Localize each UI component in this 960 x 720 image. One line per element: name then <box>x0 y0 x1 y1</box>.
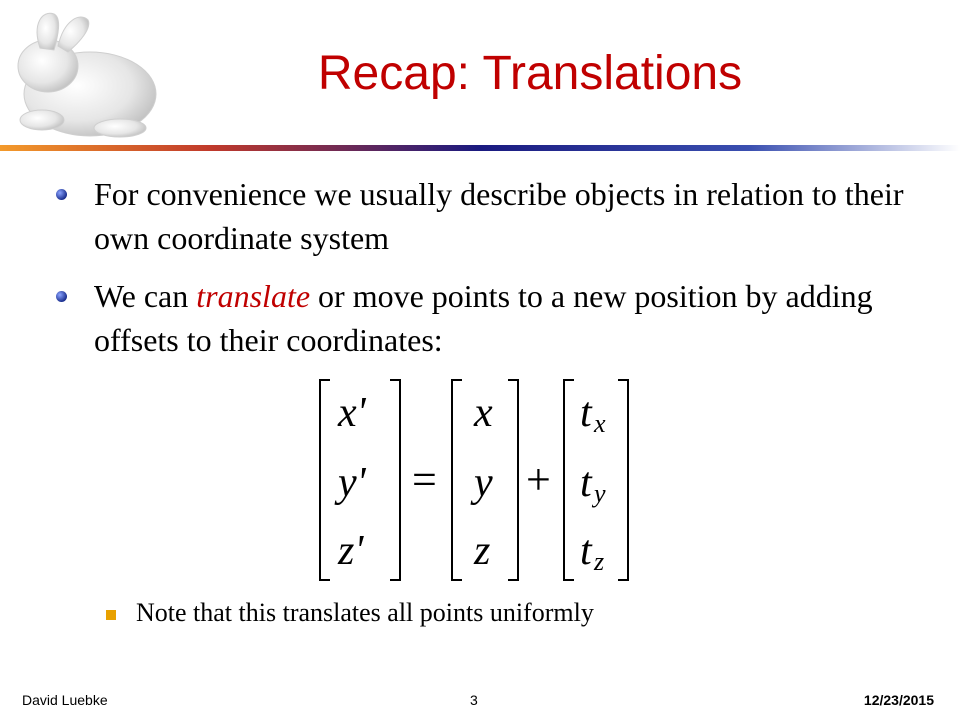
bullet-dot-icon <box>56 189 67 200</box>
equals-sign: = <box>412 455 437 504</box>
square-bullet-icon <box>106 610 116 620</box>
bullet-list <box>54 172 914 376</box>
translation-equation <box>316 376 636 586</box>
bullet-text: For convenience we usually describe objects in relation to their own coordinate system <box>94 176 904 256</box>
lhs-right-bracket <box>390 380 400 580</box>
offset-sub-x: x <box>594 409 606 438</box>
bullet-item <box>54 172 914 260</box>
bullet-text-post: or move points to a new position by adding offsets to their coordinates: <box>94 278 873 358</box>
bullet-text-pre: We can <box>94 278 197 314</box>
vector-left-bracket <box>452 380 462 580</box>
vector-x: x <box>474 390 493 436</box>
stanford-bunny-icon <box>2 4 172 144</box>
footer-page-number: 3 <box>470 692 478 708</box>
vector-y: y <box>474 460 493 506</box>
footer-author: David Luebke <box>22 692 108 708</box>
title-divider <box>0 144 960 152</box>
offset-sub-y: y <box>594 479 606 508</box>
offset-left-bracket <box>564 380 574 580</box>
bullet-dot-icon <box>56 291 67 302</box>
footer-date: 12/23/2015 <box>863 692 934 708</box>
offset-t-x: t <box>580 390 592 436</box>
sub-bullet-text: Note that this translates all points uniformly <box>136 598 594 627</box>
lhs-z: z' <box>338 528 364 574</box>
plus-sign: + <box>526 455 551 504</box>
lhs-x: x' <box>338 390 366 436</box>
vector-right-bracket <box>508 380 518 580</box>
lhs-y: y' <box>338 460 366 506</box>
slide-title: Recap: Translations <box>317 47 743 100</box>
bullet-item <box>54 274 914 362</box>
offset-sub-z: z <box>594 547 605 576</box>
offset-t-y: t <box>580 460 592 506</box>
offset-t-z: t <box>580 528 592 574</box>
sub-bullet-item <box>106 596 936 630</box>
emphasis-translate: translate <box>196 278 311 314</box>
lhs-left-bracket <box>320 380 330 580</box>
vector-z: z <box>474 528 491 574</box>
offset-right-bracket <box>618 380 628 580</box>
